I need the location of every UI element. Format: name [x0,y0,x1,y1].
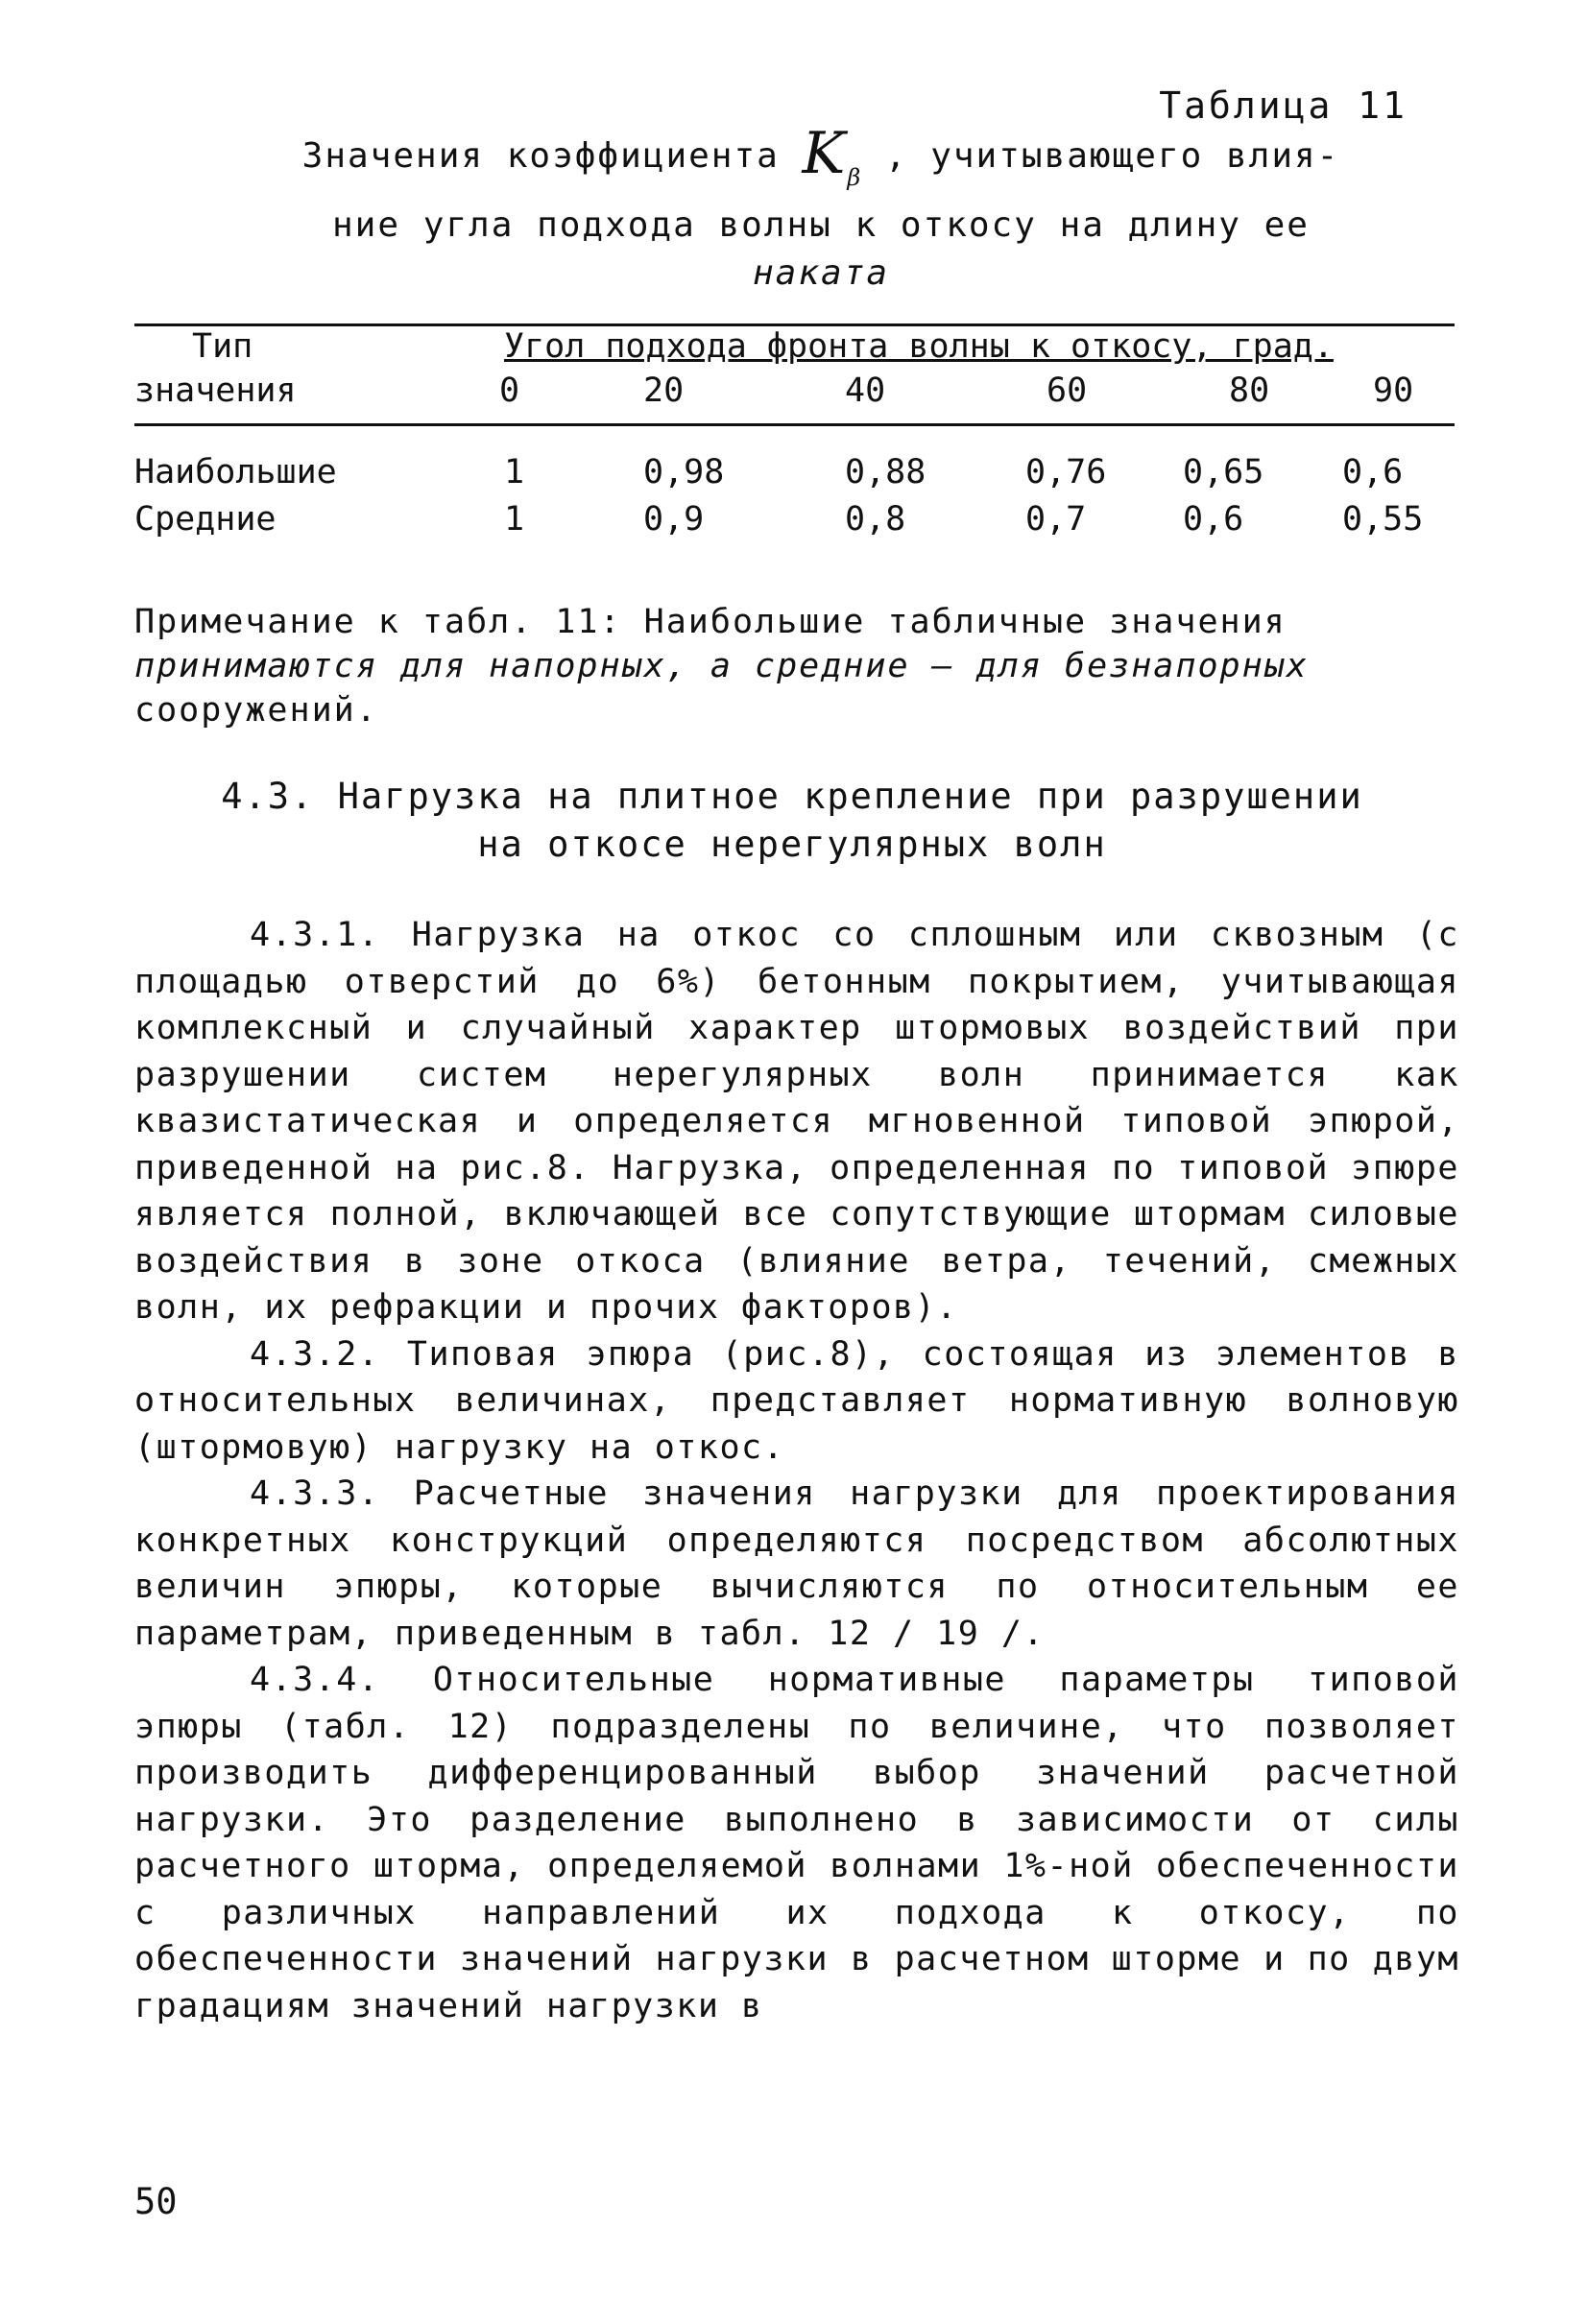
table-cell: 0,55 [1342,500,1424,539]
angle-header: Угол подхода фронта волны к откосу, град. [504,327,1334,366]
table-cell: 0,8 [845,500,906,539]
table-cell: 0,6 [1342,453,1404,491]
angle-col-60: 60 [1047,371,1088,410]
body-text [134,912,1459,2029]
angle-col-20: 20 [643,371,685,410]
table-cell: 1 [504,500,525,539]
table-top-rule [134,323,1455,326]
caption-line-1: Значения коэффициента $K_\beta$ , учитывающего влия- [301,120,1340,191]
page-number: 50 [134,2181,178,2222]
caption-line-3: наката [752,253,890,293]
table-cell: 0,65 [1183,453,1264,491]
note-line-1: Примечание к табл. 11: Наибольшие табличные значения [134,603,1287,641]
k-beta-symbol: $K_\beta$ [802,120,863,191]
table-label: Таблица 11 [1159,84,1408,127]
table-note [134,600,1459,732]
angle-col-40: 40 [845,371,886,410]
row-label-avg: Средние [134,500,277,539]
table-caption [230,120,1411,298]
angle-col-0: 0 [499,371,520,410]
table-cell: 1 [504,453,525,491]
paragraph-4-3-4: 4.3.4. Относительные нормативные параметры типовой эпюры (табл. 12) подразделены по величине, что позволяет производить дифференцированный выбор значений расчетной нагрузки. Это разделение выполнено в зависимости от силы расчетного шторма, определяемой волнами 1%-ной обеспеченности с различных направлений их подхода к откосу, по обеспеченности значений нагрузки в расчетном шторме и по двум градациям значений нагрузки в [134,1661,1459,2025]
paragraph-4-3-1: 4.3.1. Нагрузка на откос со сплошным или сквозным (с площадью отверстий до 6%) бетонным покрытием, учитывающая комплексный и случайный характер штормовых воздействий при разрушении систем нерегулярных волн принимается как квазистатическая и определяется мгновенной типовой эпюрой, приведенной на рис.8. Нагрузка, определенная по типовой эпюре является полной, включающей все сопутствующие штормам силовые воздействия в зоне откоса (влияние ветра, течений, смежных волн, их рефракции и прочих факторов). [134,916,1459,1327]
angle-col-90: 90 [1373,371,1414,410]
note-line-2: принимаются для напорных, а средние – для безнапорных [134,647,1309,685]
note-line-3: сооружений. [134,691,378,730]
caption-line-2: ние угла подхода волны к откосу на длину ее [332,205,1310,245]
paragraph-4-3-2: 4.3.2. Типовая эпюра (рис.8), состоящая из элементов в относительных величинах, представляет нормативную волновую (штормовую) нагрузку на откос. [134,1334,1459,1467]
section-title: 4.3. Нагрузка на плитное крепление при разрушении на откосе нерегулярных волн [221,776,1363,865]
paragraph-4-3-3: 4.3.3. Расчетные значения нагрузки для проектирования конкретных конструкций определяются посредством абсолютных величин эпюры, которые вычисляются по относительным ее параметрам, приведенным в табл. 12 / 19 /. [134,1474,1459,1653]
table-cell: 0,7 [1025,500,1087,539]
table-cell: 0,98 [643,453,725,491]
table-header-rule [134,423,1455,426]
table-cell: 0,9 [643,500,705,539]
table-cell: 0,88 [845,453,926,491]
angle-col-80: 80 [1229,371,1270,410]
table-cell: 0,76 [1025,453,1107,491]
row-label-max: Наибольшие [134,453,337,491]
table-cell: 0,6 [1183,500,1244,539]
type-header-line-1: Тип [192,327,253,366]
type-header-line-2: значения [134,371,297,410]
